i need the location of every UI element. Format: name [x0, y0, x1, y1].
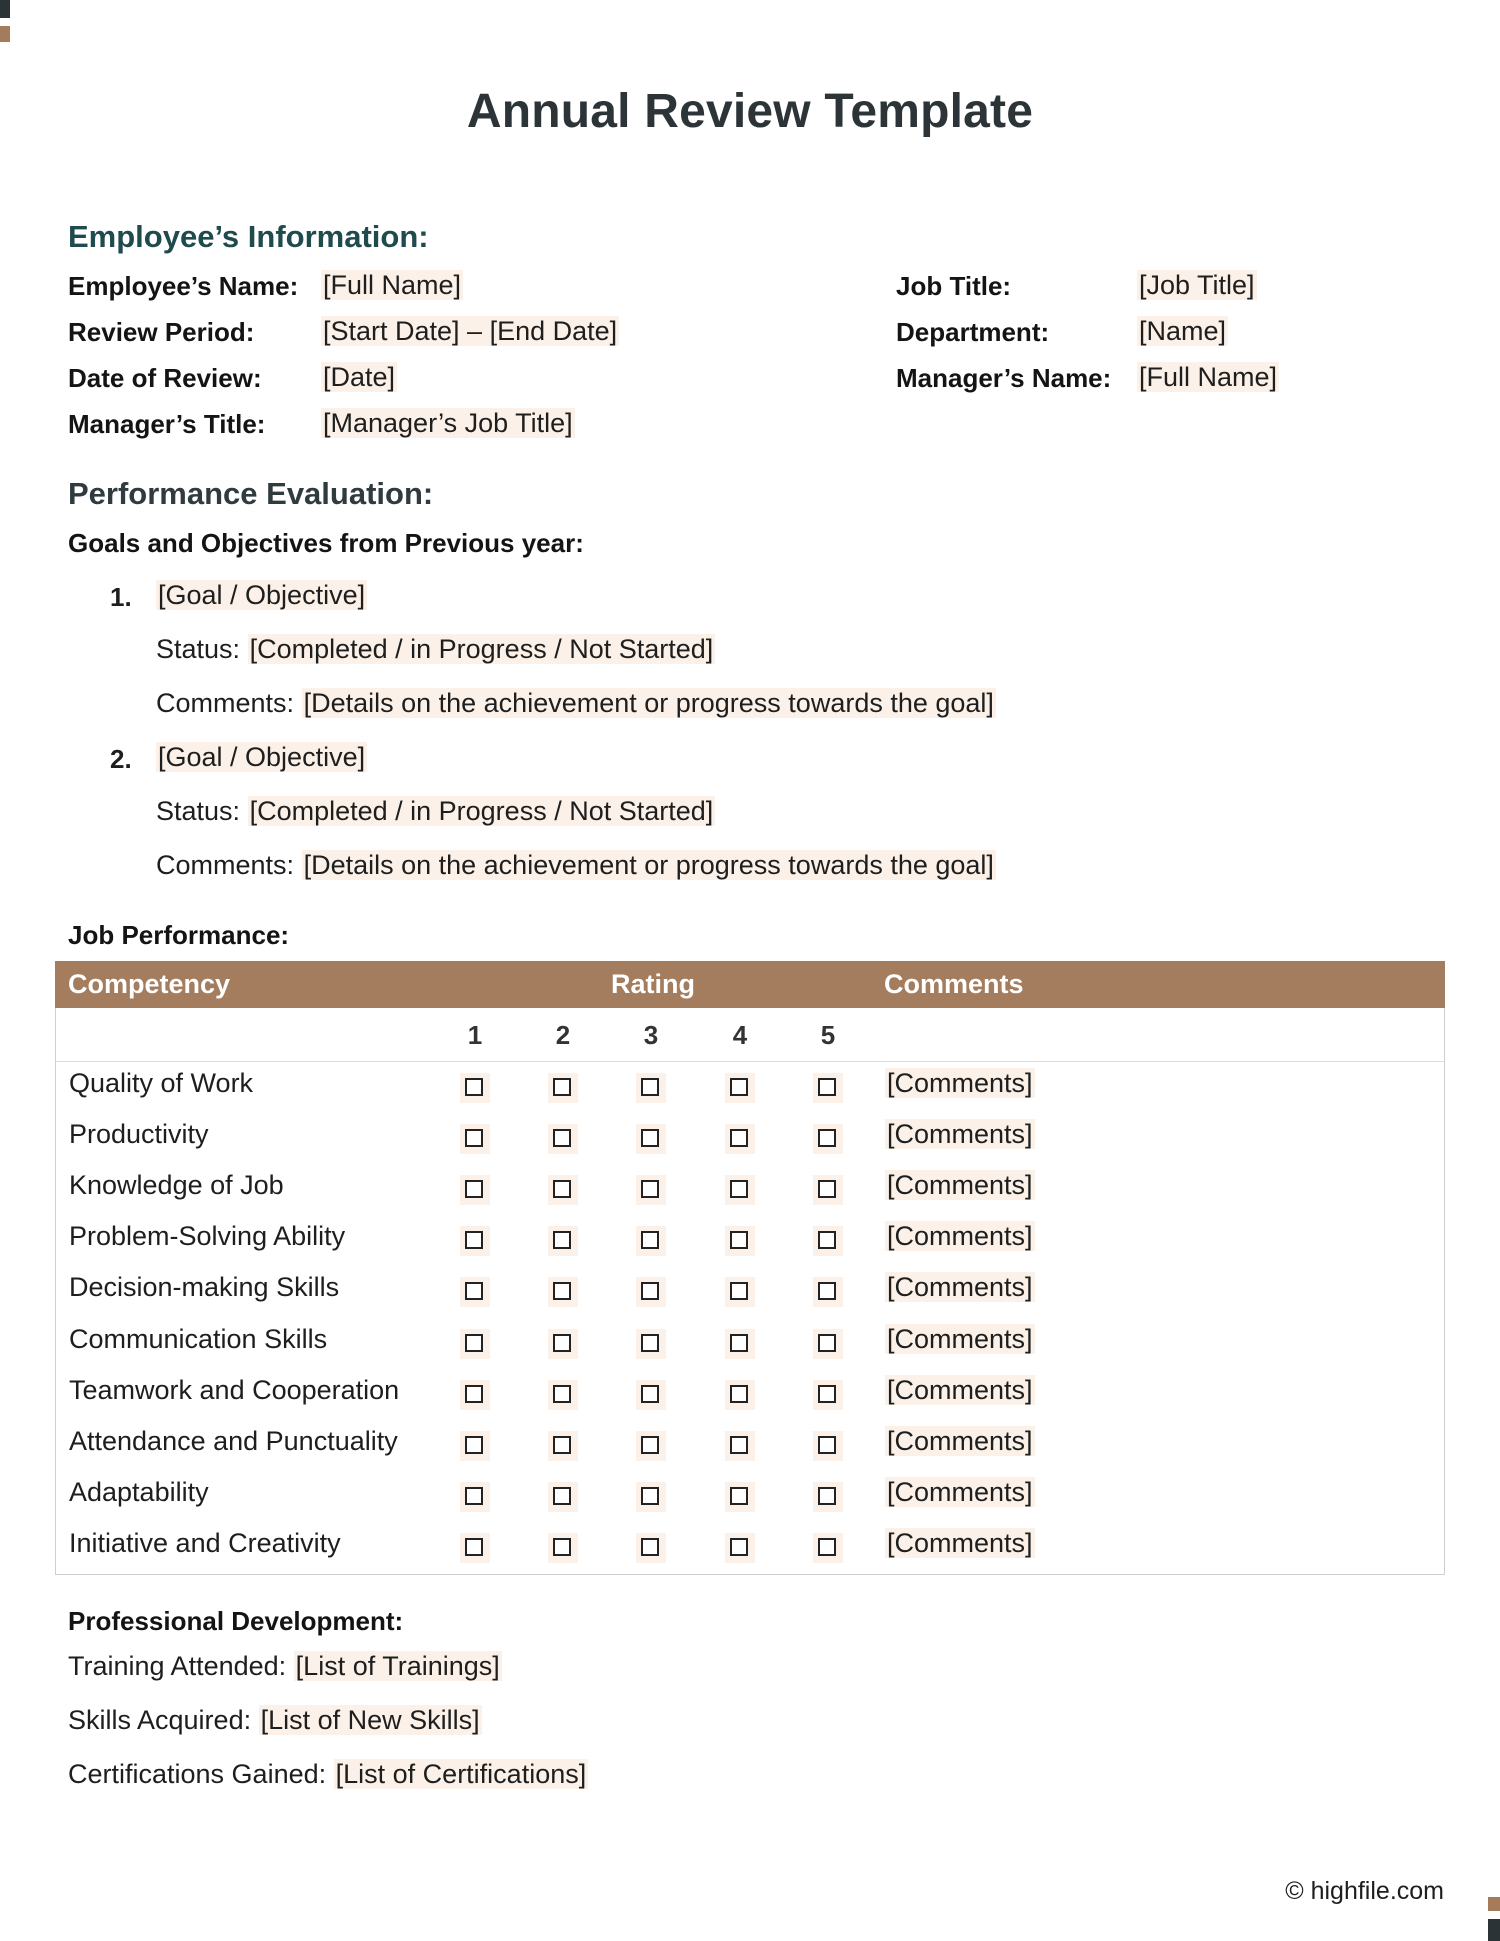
- comments-cell[interactable]: [Comments]: [887, 1476, 1033, 1507]
- checkbox-square-icon: [641, 1180, 659, 1198]
- rating-checkbox-2[interactable]: [548, 1175, 578, 1205]
- checkbox-square-icon: [818, 1487, 836, 1505]
- comments-cell[interactable]: [Comments]: [887, 1068, 1033, 1098]
- comments-cell[interactable]: [Comments]: [887, 1272, 1033, 1303]
- certifications-label: Certifications Gained:: [68, 1759, 327, 1789]
- checkbox-square-icon: [641, 1129, 659, 1147]
- rating-scale-4: 4: [732, 1020, 748, 1050]
- checkbox-square-icon: [553, 1436, 571, 1454]
- rating-checkbox-5[interactable]: [813, 1175, 843, 1205]
- job-performance-table: [55, 961, 1445, 1575]
- checkbox-square-icon: [553, 1129, 571, 1147]
- goals-heading: Goals and Objectives from Previous year:: [68, 528, 584, 558]
- goal-field[interactable]: [Goal / Objective]: [158, 742, 366, 772]
- rating-checkbox-2[interactable]: [548, 1380, 578, 1410]
- department-label: Department:: [896, 317, 1050, 347]
- status-label: Status:: [156, 634, 241, 664]
- checkbox-square-icon: [553, 1385, 571, 1403]
- competency-cell: Adaptability: [69, 1476, 209, 1507]
- checkbox-square-icon: [641, 1436, 659, 1454]
- comments-field[interactable]: [Details on the achievement or progress towards the goal]: [303, 688, 994, 718]
- rating-scale-3: 3: [643, 1020, 659, 1050]
- rating-checkbox-3[interactable]: [636, 1175, 666, 1205]
- rating-checkbox-3[interactable]: [636, 1431, 666, 1461]
- checkbox-square-icon: [553, 1487, 571, 1505]
- corner-decoration: [1488, 1919, 1500, 1941]
- checkbox-square-icon: [641, 1487, 659, 1505]
- rating-checkbox-5[interactable]: [813, 1533, 843, 1563]
- comments-cell[interactable]: [Comments]: [887, 1323, 1033, 1354]
- checkbox-square-icon: [465, 1180, 483, 1198]
- table-row: [56, 1521, 1444, 1572]
- table-row: [56, 1214, 1444, 1265]
- goal-field[interactable]: [Goal / Objective]: [158, 580, 366, 610]
- checkbox-square-icon: [553, 1282, 571, 1300]
- competency-header: Competency: [68, 969, 231, 999]
- rating-checkbox-3[interactable]: [636, 1277, 666, 1307]
- review-date-field[interactable]: [Date]: [323, 362, 396, 392]
- rating-checkbox-2[interactable]: [548, 1124, 578, 1154]
- rating-checkbox-3[interactable]: [636, 1073, 666, 1103]
- rating-checkbox-5[interactable]: [813, 1073, 843, 1103]
- table-row: [56, 1317, 1444, 1368]
- status-label: Status:: [156, 796, 241, 826]
- department-field[interactable]: [Name]: [1139, 316, 1227, 346]
- rating-checkbox-4[interactable]: [725, 1380, 755, 1410]
- checkbox-square-icon: [465, 1078, 483, 1096]
- checkbox-square-icon: [730, 1538, 748, 1556]
- job-performance-heading: Job Performance:: [68, 920, 290, 950]
- rating-checkbox-4[interactable]: [725, 1431, 755, 1461]
- competency-cell: Productivity: [69, 1119, 209, 1150]
- rating-checkbox-4[interactable]: [725, 1277, 755, 1307]
- rating-checkbox-4[interactable]: [725, 1329, 755, 1359]
- table-row: [56, 1419, 1444, 1470]
- review-date-label: Date of Review:: [68, 363, 262, 393]
- rating-checkbox-1[interactable]: [460, 1329, 490, 1359]
- competency-cell: Communication Skills: [69, 1323, 328, 1354]
- corner-decoration: [1488, 1897, 1500, 1911]
- checkbox-square-icon: [730, 1180, 748, 1198]
- comments-label: Comments:: [156, 688, 295, 718]
- page-title: Annual Review Template: [466, 85, 1034, 138]
- goal-number: 1.: [110, 582, 132, 612]
- rating-checkbox-2[interactable]: [548, 1431, 578, 1461]
- checkbox-square-icon: [818, 1129, 836, 1147]
- rating-checkbox-2[interactable]: [548, 1482, 578, 1512]
- rating-checkbox-4[interactable]: [725, 1482, 755, 1512]
- rating-checkbox-5[interactable]: [813, 1124, 843, 1154]
- checkbox-square-icon: [730, 1282, 748, 1300]
- comments-cell[interactable]: [Comments]: [887, 1119, 1033, 1150]
- comments-field[interactable]: [Details on the achievement or progress towards the goal]: [303, 850, 994, 880]
- checkbox-square-icon: [465, 1487, 483, 1505]
- checkbox-square-icon: [465, 1538, 483, 1556]
- competency-cell: Decision-making Skills: [69, 1272, 340, 1303]
- checkbox-square-icon: [553, 1231, 571, 1249]
- employee-name-label: Employee’s Name:: [68, 271, 299, 301]
- rating-checkbox-4[interactable]: [725, 1226, 755, 1256]
- checkbox-square-icon: [818, 1334, 836, 1352]
- rating-checkbox-2[interactable]: [548, 1277, 578, 1307]
- comments-cell[interactable]: [Comments]: [887, 1374, 1033, 1405]
- corner-decoration: [0, 26, 10, 42]
- rating-checkbox-1[interactable]: [460, 1175, 490, 1205]
- checkbox-square-icon: [730, 1487, 748, 1505]
- checkbox-square-icon: [730, 1334, 748, 1352]
- rating-checkbox-2[interactable]: [548, 1073, 578, 1103]
- corner-decoration: [0, 0, 10, 18]
- rating-checkbox-4[interactable]: [725, 1533, 755, 1563]
- competency-cell: Problem-Solving Ability: [69, 1221, 346, 1252]
- comments-cell[interactable]: [Comments]: [887, 1221, 1033, 1252]
- rating-checkbox-1[interactable]: [460, 1124, 490, 1154]
- performance-heading: Performance Evaluation:: [68, 476, 434, 511]
- checkbox-square-icon: [465, 1385, 483, 1403]
- comments-cell[interactable]: [Comments]: [887, 1170, 1033, 1201]
- rating-checkbox-3[interactable]: [636, 1482, 666, 1512]
- competency-cell: Quality of Work: [69, 1068, 254, 1098]
- checkbox-square-icon: [465, 1334, 483, 1352]
- job-title-label: Job Title:: [896, 271, 1012, 301]
- checkbox-square-icon: [641, 1282, 659, 1300]
- table-header: [55, 961, 1445, 1008]
- table-row: [56, 1163, 1444, 1214]
- status-field[interactable]: [Completed / in Progress / Not Started]: [249, 796, 714, 826]
- checkbox-square-icon: [730, 1231, 748, 1249]
- rating-checkbox-5[interactable]: [813, 1431, 843, 1461]
- copyright-footer: © highfile.com: [1285, 1877, 1444, 1905]
- rating-checkbox-3[interactable]: [636, 1124, 666, 1154]
- checkbox-square-icon: [730, 1436, 748, 1454]
- checkbox-square-icon: [553, 1180, 571, 1198]
- rating-checkbox-2[interactable]: [548, 1533, 578, 1563]
- table-row: [56, 1265, 1444, 1316]
- comments-cell[interactable]: [Comments]: [887, 1527, 1033, 1558]
- checkbox-square-icon: [818, 1436, 836, 1454]
- checkbox-square-icon: [730, 1385, 748, 1403]
- rating-header: Rating: [611, 969, 695, 999]
- certifications-field[interactable]: [List of Certifications]: [335, 1759, 587, 1789]
- rating-scale-2: 2: [555, 1020, 571, 1050]
- checkbox-square-icon: [641, 1231, 659, 1249]
- rating-checkbox-1[interactable]: [460, 1277, 490, 1307]
- manager-title-field[interactable]: [Manager’s Job Title]: [323, 408, 573, 438]
- rating-checkbox-3[interactable]: [636, 1329, 666, 1359]
- manager-name-field[interactable]: [Full Name]: [1139, 362, 1278, 392]
- development-heading: Professional Development:: [68, 1606, 404, 1636]
- competency-cell: Knowledge of Job: [69, 1170, 284, 1201]
- comments-header: Comments: [884, 969, 1024, 999]
- rating-checkbox-1[interactable]: [460, 1226, 490, 1256]
- rating-checkbox-5[interactable]: [813, 1482, 843, 1512]
- competency-cell: Attendance and Punctuality: [69, 1425, 398, 1456]
- checkbox-square-icon: [641, 1334, 659, 1352]
- employee-name-field[interactable]: [Full Name]: [323, 270, 462, 300]
- goal-number: 2.: [110, 744, 132, 774]
- rating-scale-5: 5: [820, 1020, 836, 1050]
- table-row: [56, 1061, 1444, 1112]
- checkbox-square-icon: [641, 1538, 659, 1556]
- checkbox-square-icon: [818, 1231, 836, 1249]
- rating-checkbox-5[interactable]: [813, 1277, 843, 1307]
- checkbox-square-icon: [730, 1078, 748, 1096]
- checkbox-square-icon: [818, 1078, 836, 1096]
- rating-scale-row: [56, 1008, 1444, 1062]
- rating-checkbox-3[interactable]: [636, 1533, 666, 1563]
- checkbox-square-icon: [818, 1538, 836, 1556]
- manager-title-label: Manager’s Title:: [68, 409, 266, 439]
- rating-checkbox-1[interactable]: [460, 1533, 490, 1563]
- review-period-label: Review Period:: [68, 317, 255, 347]
- table-row: [56, 1112, 1444, 1163]
- checkbox-square-icon: [465, 1282, 483, 1300]
- rating-checkbox-4[interactable]: [725, 1175, 755, 1205]
- checkbox-square-icon: [641, 1078, 659, 1096]
- rating-checkbox-1[interactable]: [460, 1431, 490, 1461]
- rating-checkbox-1[interactable]: [460, 1482, 490, 1512]
- rating-checkbox-3[interactable]: [636, 1380, 666, 1410]
- checkbox-square-icon: [641, 1385, 659, 1403]
- comments-label: Comments:: [156, 850, 295, 880]
- checkbox-square-icon: [553, 1538, 571, 1556]
- rating-checkbox-5[interactable]: [813, 1329, 843, 1359]
- rating-checkbox-1[interactable]: [460, 1073, 490, 1103]
- training-label: Training Attended:: [68, 1651, 287, 1681]
- checkbox-square-icon: [730, 1129, 748, 1147]
- rating-scale-1: 1: [467, 1020, 483, 1050]
- training-field[interactable]: [List of Trainings]: [295, 1651, 500, 1681]
- checkbox-square-icon: [553, 1334, 571, 1352]
- competency-cell: Initiative and Creativity: [69, 1527, 341, 1558]
- rating-checkbox-2[interactable]: [548, 1226, 578, 1256]
- table-row: [56, 1368, 1444, 1419]
- comments-cell[interactable]: [Comments]: [887, 1425, 1033, 1456]
- rating-checkbox-2[interactable]: [548, 1329, 578, 1359]
- status-field[interactable]: [Completed / in Progress / Not Started]: [249, 634, 714, 664]
- rating-checkbox-4[interactable]: [725, 1073, 755, 1103]
- skills-label: Skills Acquired:: [68, 1705, 252, 1735]
- checkbox-square-icon: [465, 1129, 483, 1147]
- rating-checkbox-5[interactable]: [813, 1226, 843, 1256]
- job-title-field[interactable]: [Job Title]: [1139, 270, 1255, 300]
- checkbox-square-icon: [553, 1078, 571, 1096]
- competency-cell: Teamwork and Cooperation: [69, 1374, 400, 1405]
- checkbox-square-icon: [465, 1436, 483, 1454]
- rating-checkbox-5[interactable]: [813, 1380, 843, 1410]
- rating-checkbox-1[interactable]: [460, 1380, 490, 1410]
- table-row: [56, 1470, 1444, 1521]
- checkbox-square-icon: [818, 1282, 836, 1300]
- review-period-field[interactable]: [Start Date] – [End Date]: [323, 316, 618, 346]
- checkbox-square-icon: [818, 1180, 836, 1198]
- employee-info-heading: Employee’s Information:: [68, 219, 429, 254]
- skills-field[interactable]: [List of New Skills]: [260, 1705, 480, 1735]
- rating-checkbox-4[interactable]: [725, 1124, 755, 1154]
- rating-checkbox-3[interactable]: [636, 1226, 666, 1256]
- checkbox-square-icon: [818, 1385, 836, 1403]
- manager-name-label: Manager’s Name:: [896, 363, 1112, 393]
- checkbox-square-icon: [465, 1231, 483, 1249]
